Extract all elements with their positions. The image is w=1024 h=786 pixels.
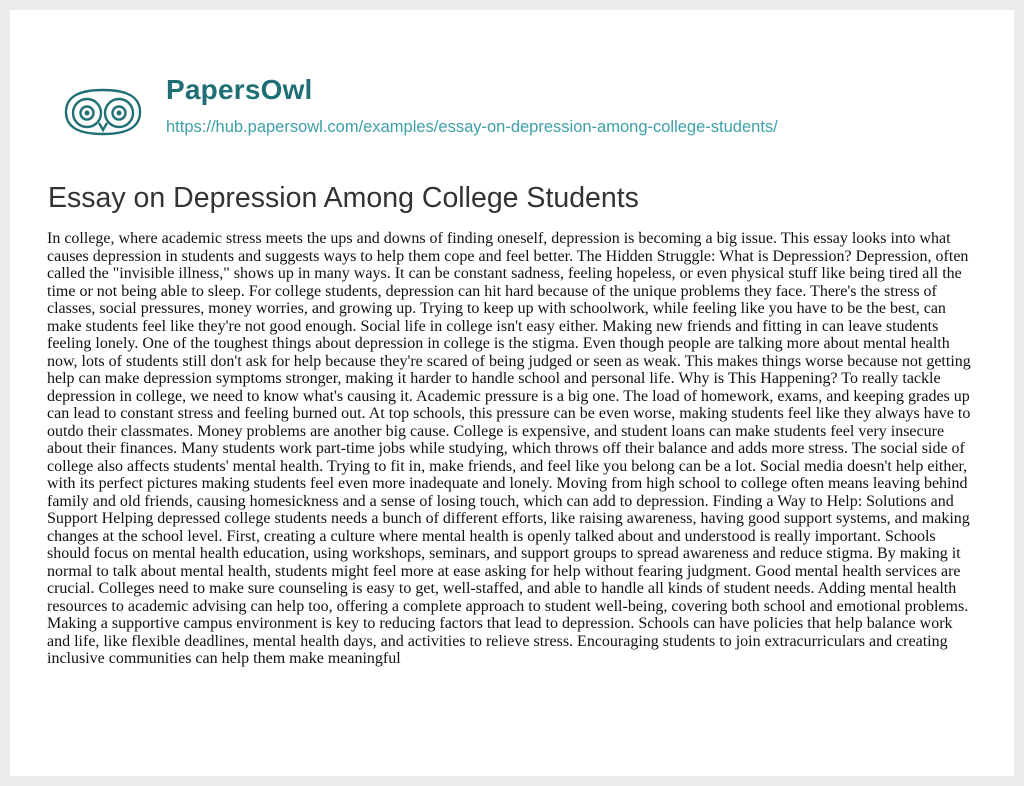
brand-name: PapersOwl [166,74,313,105]
essay-body: In college, where academic stress meets the ups and downs of finding oneself, depression is becoming a big issue. This essay looks into what causes depression in students and suggests ways to help them cope and feel better. The Hidden Struggle: What is Depression? Depression, often called the "invisible illness," shows up in many ways. It can be constant sadness, feeling hopeless, or even physical stuff like being tired all the time or not being able to sleep. For college students, depression can hit hard because of the unique problems they face. There's the stress of classes, social pressures, money worries, and growing up. Trying to keep up with schoolwork, while feeling like you have to be the best, can make students feel like they're not good enough. Social life in college isn't easy either. Making new friends and fitting in can leave students feeling lonely. One of the toughest things about depression in college is the stigma. Even though people are talking more about mental health now, lots of students still don't ask for help because they're scared of being judged or seen as weak. This makes things worse because not getting help can make depression symptoms stronger, making it harder to handle school and personal life. Why is This Happening? To really tackle depression in college, we need to know what's causing it. Academic pressure is a big one. The load of homework, exams, and keeping grades up can lead to constant stress and feeling burned out. At top schools, this pressure can be even worse, making students feel like they always have to outdo their classmates. Money problems are another big cause. College is expensive, and student loans can make students feel very insecure about their finances. Many students work part-time jobs while studying, which throws off their balance and adds more stress. The social side of college also affects students' mental health. Trying to fit in, make friends, and feel like you belong can be a lot. Social media doesn't help either, with its perfect pictures making students feel even more inadequate and lonely. Moving from high school to college often means leaving behind family and old friends, causing homesickness and a sense of losing touch, which can add to depression. Finding a Way to Help: Solutions and Support Helping depressed college students needs a bunch of different efforts, like raising awareness, having good support systems, and making changes at the school level. First, creating a culture where mental health is openly talked about and understood is really important. Schools should focus on mental health education, using workshops, seminars, and support groups to spread awareness and reduce stigma. By making it normal to talk about mental health, students might feel more at ease asking for help without fearing judgment. Good mental health services are crucial. Colleges need to make sure counseling is easy to get, well-staffed, and able to handle all kinds of student needs. Adding mental health resources to academic advising can help too, offering a complete approach to student well-being, covering both school and emotional problems. Making a supportive campus environment is key to reducing factors that lead to depression. Schools can have policies that help balance work and life, like flexible deadlines, mental health days, and activities to relieve stress. Encouraging students to join extracurriculars and creating inclusive communities can help them make meaningful [47,230,971,667]
site-header [58,68,958,138]
document-page [10,10,1014,776]
essay-title: Essay on Depression Among College Students [48,182,639,214]
owl-logo-icon [58,86,148,138]
source-url[interactable]: https://hub.papersowl.com/examples/essay-on-depression-among-college-students/ [166,118,778,136]
